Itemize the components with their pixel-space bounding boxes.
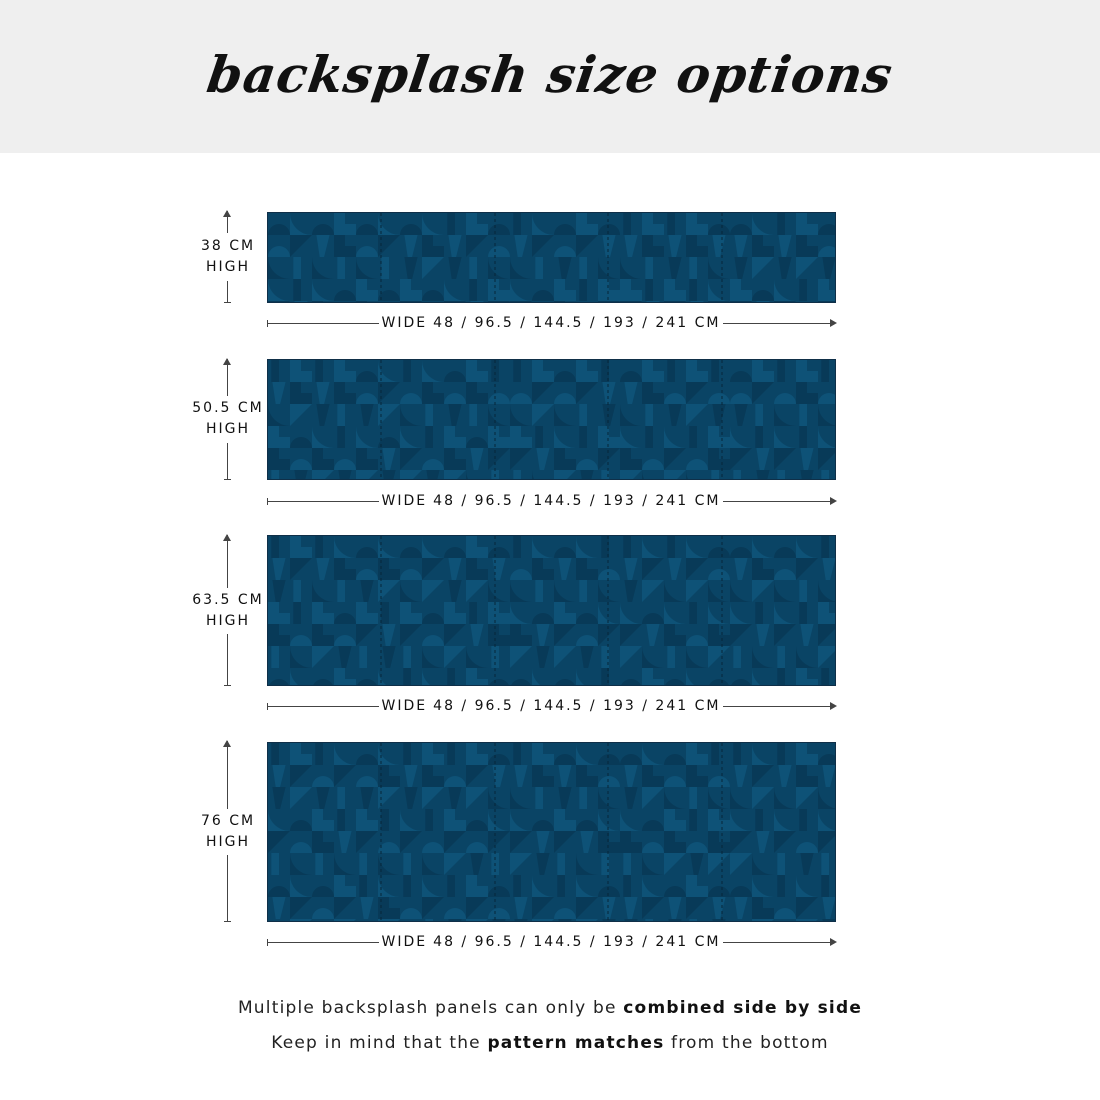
height-label <box>185 590 271 632</box>
header-banner <box>0 0 1100 153</box>
footer-note-text: from the bottom <box>664 1033 829 1053</box>
height-arrow-down-icon <box>227 634 228 686</box>
geometric-pattern <box>268 743 835 921</box>
width-label-prefix: WIDE <box>381 698 428 714</box>
height-label <box>185 398 271 440</box>
height-label <box>185 236 271 278</box>
height-arrow-up-icon <box>227 535 228 588</box>
footer-note-emphasis: pattern matches <box>487 1033 665 1053</box>
width-label <box>381 696 721 716</box>
height-value: 76 CM <box>200 813 256 829</box>
backsplash-panel <box>267 359 836 480</box>
width-label-prefix: WIDE <box>381 934 428 950</box>
height-arrow-down-icon <box>227 443 228 480</box>
height-unit: HIGH <box>205 834 251 850</box>
height-value: 63.5 CM <box>192 592 264 608</box>
width-arrow-left-icon <box>267 706 379 707</box>
footer-note-combine <box>0 996 1100 1020</box>
height-arrow-up-icon <box>227 741 228 809</box>
geometric-pattern <box>268 213 835 302</box>
geometric-pattern <box>268 536 835 685</box>
width-values: 48 / 96.5 / 144.5 / 193 / 241 CM <box>433 934 721 950</box>
height-arrow-down-icon <box>227 281 228 303</box>
backsplash-panel <box>267 212 836 303</box>
width-dimension <box>267 932 837 952</box>
height-arrow-up-icon <box>227 359 228 396</box>
width-arrow-right-icon <box>723 501 835 502</box>
width-arrow-left-icon <box>267 942 379 943</box>
width-arrow-left-icon <box>267 323 379 324</box>
footer-note-pattern <box>0 1031 1100 1055</box>
width-dimension <box>267 313 837 333</box>
width-dimension <box>267 696 837 716</box>
height-unit: HIGH <box>205 613 251 629</box>
width-arrow-right-icon <box>723 942 835 943</box>
width-label <box>381 491 721 511</box>
width-label <box>381 932 721 952</box>
width-values: 48 / 96.5 / 144.5 / 193 / 241 CM <box>433 493 721 509</box>
height-unit: HIGH <box>205 421 251 437</box>
height-value: 50.5 CM <box>192 400 264 416</box>
height-unit: HIGH <box>205 259 251 275</box>
backsplash-panel <box>267 535 836 686</box>
footer-note-text: Multiple backsplash panels can only be <box>237 998 624 1018</box>
width-arrow-right-icon <box>723 706 835 707</box>
width-values: 48 / 96.5 / 144.5 / 193 / 241 CM <box>433 698 721 714</box>
width-arrow-left-icon <box>267 501 379 502</box>
height-value: 38 CM <box>200 238 256 254</box>
height-label <box>185 811 271 853</box>
footer-note-text: Keep in mind that the <box>271 1033 488 1053</box>
page-title: backsplash size options <box>203 45 897 104</box>
width-values: 48 / 96.5 / 144.5 / 193 / 241 CM <box>433 315 721 331</box>
height-arrow-down-icon <box>227 855 228 922</box>
geometric-pattern <box>268 360 835 479</box>
footer-note-emphasis: combined side by side <box>623 998 863 1018</box>
width-label-prefix: WIDE <box>381 315 428 331</box>
height-arrow-up-icon <box>227 211 228 233</box>
width-arrow-right-icon <box>723 323 835 324</box>
width-dimension <box>267 491 837 511</box>
backsplash-panel <box>267 742 836 922</box>
width-label <box>381 313 721 333</box>
width-label-prefix: WIDE <box>381 493 428 509</box>
